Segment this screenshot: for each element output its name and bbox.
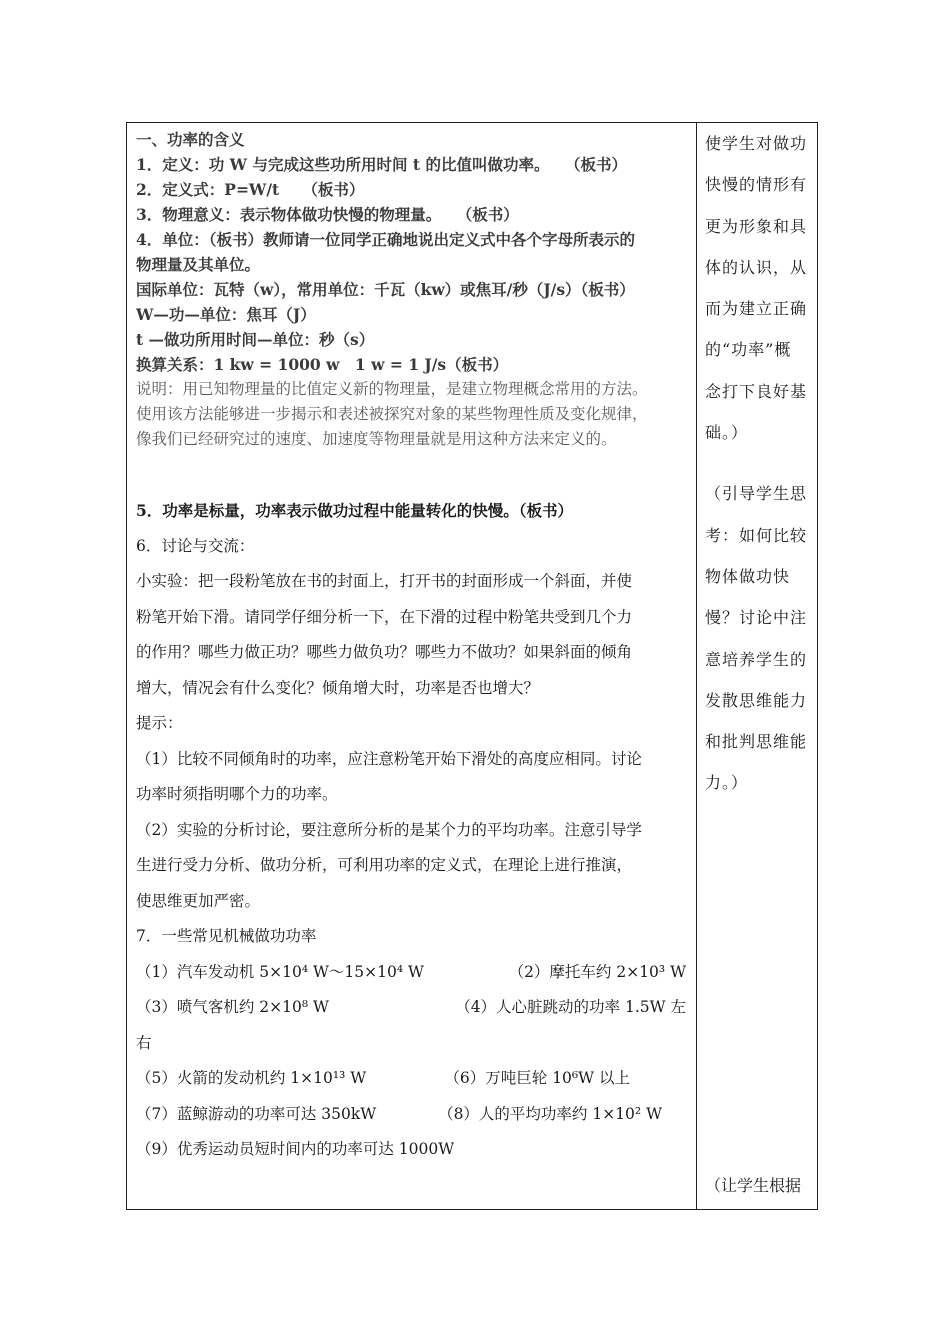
machine-heart-cont: 右 — [136, 1033, 152, 1052]
section-power-meaning — [136, 127, 692, 452]
column-divider — [696, 123, 697, 1209]
side-note-line: （引导学生思 — [705, 484, 808, 504]
side-note-line: 快慢的情形有 — [705, 175, 808, 195]
unit-line: 4．单位：（板书）教师请一位同学正确地说出定义式中各个字母所表示的 — [136, 230, 636, 249]
machine-rocket: （5）火箭的发动机约 1×10¹³ W — [136, 1069, 367, 1087]
hint-line: （1）比较不同倾角时的功率，应注意粉笔开始下滑处的高度应相同。讨论 — [136, 749, 642, 768]
note-line: 像我们已经研究过的速度、加速度等物理量就是用这种方法来定义的。 — [136, 430, 617, 448]
machine-row — [136, 955, 692, 991]
machine-heart: （4）人心脏跳动的功率 1.5W 左 — [455, 998, 686, 1016]
side-note-line: 发散思维能力 — [705, 690, 808, 710]
side-note-line: 和批判思维能 — [705, 732, 808, 752]
experiment-line: 小实验：把一段粉笔放在书的封面上，打开书的封面形成一个斜面，并使 — [136, 572, 633, 590]
side-note-line: 慢？讨论中注 — [705, 608, 808, 628]
side-note-line: 考：如何比较 — [705, 525, 808, 545]
machine-car: （1）汽车发动机 5×10⁴ W～15×10⁴ W — [136, 962, 424, 981]
experiment-line: 增大，情况会有什么变化？倾角增大时，功率是否也增大？ — [136, 678, 540, 697]
hint-label: 提示： — [136, 714, 183, 732]
time-unit-line: t —做功所用时间—单位：秒（s） — [136, 330, 375, 349]
hint-line: 生进行受力分析、做功分析，可利用功率的定义式，在理论上进行推演， — [136, 856, 633, 874]
unit-line-cont: 物理量及其单位。 — [136, 255, 261, 274]
definition-line: 1．定义：功 W 与完成这些功所用时间 t 的比值叫做功率。 （板书） — [136, 155, 627, 174]
side-note-line: 体的认识，从 — [705, 257, 808, 277]
machine-row — [136, 990, 692, 1026]
machine-ship: （6）万吨巨轮 10⁶W 以上 — [444, 1069, 630, 1087]
note-line: 使用该方法能够进一步揭示和表述被探究对象的某些物理性质及变化规律， — [136, 405, 648, 423]
formula-line: 2．定义式：P=W/t （板书） — [136, 180, 365, 199]
side-note-line: 力。） — [705, 773, 749, 793]
side-note-line: 念打下良好基 — [705, 381, 808, 401]
side-note-line: 意培养学生的 — [705, 649, 808, 669]
machine-human: （8）人的平均功率约 1×10² W — [438, 1104, 662, 1123]
lesson-table — [126, 122, 818, 1210]
experiment-line: 粉笔开始下滑。请同学仔细分析一下，在下滑的过程中粉笔共受到几个力 — [136, 607, 633, 626]
machine-whale: （7）蓝鲸游动的功率可达 350kW — [136, 1104, 377, 1123]
side-note-line: 础。） — [705, 423, 749, 443]
si-unit-line: 国际单位：瓦特（w），常用单位：千瓦（kw）或焦耳/秒（J/s）（板书） — [136, 280, 635, 299]
item-5: 5．功率是标量，功率表示做功过程中能量转化的快慢。（板书） — [136, 501, 574, 520]
item-7: 7．一些常见机械做功功率 — [136, 927, 317, 945]
section-discussion — [136, 493, 692, 1168]
note-line: 说明：用已知物理量的比值定义新的物理量，是建立物理概念常用的方法。 — [136, 380, 648, 398]
side-note-final: （让学生根据 — [705, 1176, 802, 1195]
machine-athlete: （9）优秀运动员短时间内的功率可达 1000W — [136, 1140, 455, 1158]
experiment-line: 的作用？哪些力做正功？哪些力做负功？哪些力不做功？如果斜面的倾角 — [136, 643, 633, 661]
machine-row — [136, 1097, 692, 1133]
item-6: 6．讨论与交流： — [136, 536, 255, 555]
side-note-line: 而为建立正确 — [705, 299, 808, 319]
side-note-line: 更为形象和具 — [705, 216, 808, 236]
meaning-line: 3．物理意义：表示物体做功快慢的物理量。 （板书） — [136, 205, 519, 224]
hint-line: 功率时须指明哪个力的功率。 — [136, 785, 338, 803]
content-column — [136, 127, 692, 1158]
hint-line: （2）实验的分析讨论，要注意所分析的是某个力的平均功率。注意引导学 — [136, 820, 642, 839]
conversion-line: 换算关系：1 kw = 1000 w 1 w = 1 J/s（板书） — [136, 355, 509, 374]
machine-row — [136, 1061, 692, 1097]
side-note-line: 物体做功快 — [705, 566, 791, 586]
side-note-line: 的“功率”概 — [705, 340, 792, 360]
machine-jet: （3）喷气客机约 2×10⁸ W — [136, 998, 329, 1016]
notes-column — [705, 123, 815, 1195]
hint-line: 使思维更加严密。 — [136, 891, 261, 910]
side-note-line: 使学生对做功 — [705, 134, 808, 153]
section-heading: 一、功率的含义 — [136, 130, 245, 149]
machine-motorcycle: （2）摩托车约 2×10³ W — [508, 962, 686, 981]
work-unit-line: W—功—单位：焦耳（J） — [136, 305, 316, 324]
